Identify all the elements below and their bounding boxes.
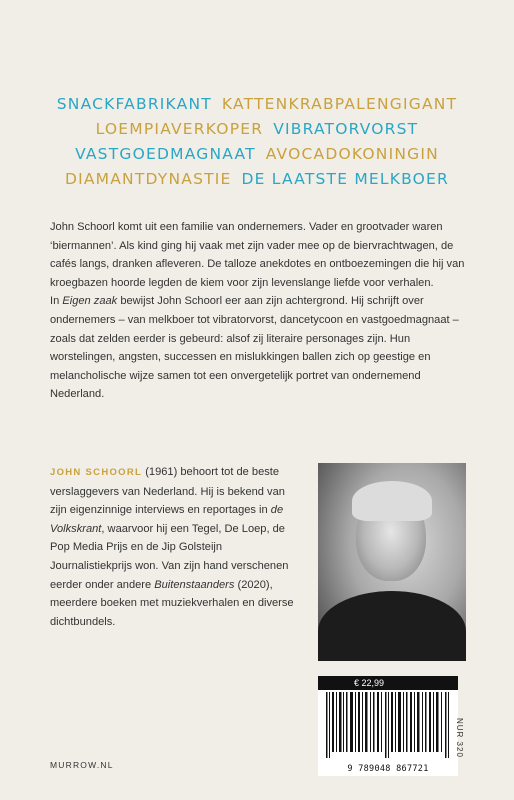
book-title: Eigen zaak bbox=[62, 295, 118, 308]
author-bio bbox=[50, 463, 300, 631]
photo-shoulders bbox=[318, 591, 466, 661]
previous-book-title: Buitenstaanders bbox=[154, 578, 235, 591]
blurb-text: bewijst John Schoorl eer aan zijn achtergrond. Hij schrijft over ondernemers – van melkboer tot vibratorvorst, dancetycoon en vastgoedmagnaat – zoals dat zelden eerder is gebeurd: alsof zij literaire personages zijn. Hun worstelingen, angsten, successen en mislukkingen ballen zich op geestige en melancholische wijze samen tot een onvergetelijk portret van ondernemend Nederland. bbox=[50, 295, 459, 401]
headline-word: DIAMANTDYNASTIE bbox=[64, 170, 232, 188]
headline-word: KATTENKRABPALENGIGANT bbox=[221, 95, 458, 113]
headline-word: VIBRATORVORST bbox=[273, 120, 419, 138]
bio-text: (1961) behoort tot de beste verslaggevers van Nederland. Hij is bekend van zijn eigenzinnige interviews en reportages in bbox=[50, 466, 285, 517]
photo-hair bbox=[352, 481, 432, 521]
newspaper-title: de Volkskrant bbox=[50, 504, 284, 535]
blurb-paragraph-1: John Schoorl komt uit een familie van ondernemers. Vader en grootvader waren ‘biermannen’. Als kind ging hij vaak met zijn vader mee op de biervrachtwagen, de cafés langs, dranken afleveren. De talloze anekdotes en ontboezemingen die hij van kroegbazen hoorde legden de kiem voor zijn levenslange liefde voor verhalen. bbox=[50, 221, 465, 289]
headline-line-4 bbox=[0, 167, 514, 192]
author-name: JOHN SCHOORL bbox=[50, 467, 143, 478]
headline-word: LOEMPIAVERKOPER bbox=[95, 120, 264, 138]
nur-code: NUR 320 bbox=[455, 718, 464, 758]
bio-text: (2020), meerdere boeken met muziekverhalen en diverse dichtbundels. bbox=[50, 578, 294, 628]
isbn-number: 9 789048 867721 bbox=[347, 764, 429, 774]
headline-line-2 bbox=[0, 117, 514, 142]
blurb-text: In bbox=[50, 295, 63, 308]
publisher-website: MURROW.NL bbox=[50, 760, 114, 770]
headline-word: VASTGOEDMAGNAAT bbox=[75, 145, 256, 163]
author-photo bbox=[318, 463, 466, 661]
headline-line-1 bbox=[0, 92, 514, 117]
headline-line-3 bbox=[0, 142, 514, 167]
headline-word: SNACKFABRIKANT bbox=[56, 95, 212, 113]
price-label: € 22,99 bbox=[318, 676, 458, 690]
headline-words bbox=[0, 92, 514, 192]
barcode-bars bbox=[324, 692, 452, 758]
barcode bbox=[318, 676, 458, 776]
book-blurb bbox=[50, 218, 468, 404]
blurb-paragraph-2 bbox=[50, 292, 468, 404]
headline-word: DE LAATSTE MELKBOER bbox=[241, 170, 450, 188]
headline-word: AVOCADOKONINGIN bbox=[265, 145, 439, 163]
bio-text: , waarvoor hij een Tegel, De Loep, de Pop Media Prijs en de Jip Golsteijn Journalistiekprijs won. Van zijn hand verschenen eerder onder andere bbox=[50, 522, 289, 591]
